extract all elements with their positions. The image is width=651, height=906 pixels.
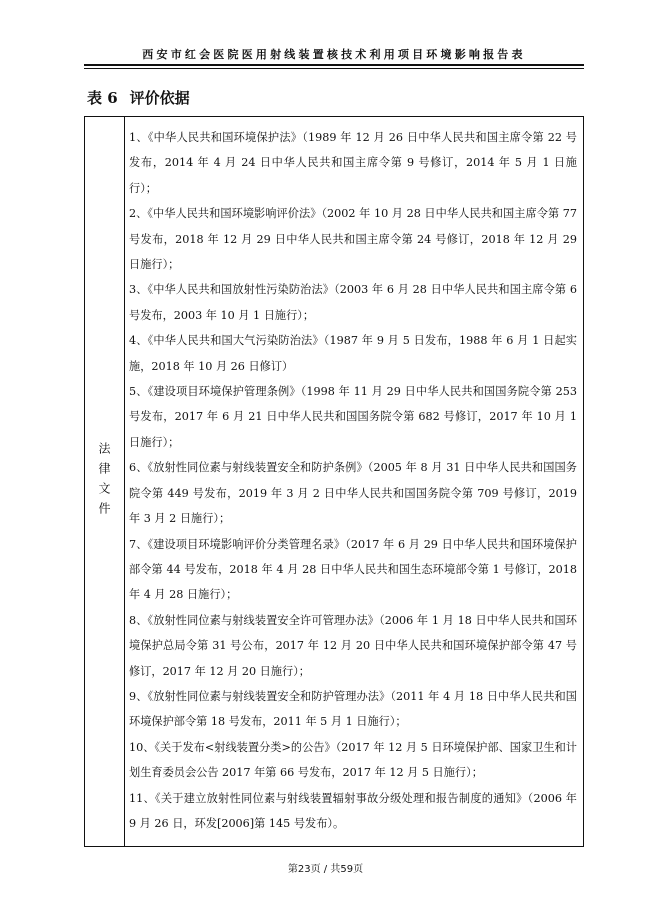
category-label: 法律文件	[97, 441, 111, 522]
regulation-item-1: 1、《中华人民共和国环境保护法》（1989 年 12 月 26 日中华人民共和国主席令第 22 号发布，2014 年 4 月 24 日中华人民共和国主席令第 9 号修订，2014 年 5 月 1 日施行）；	[129, 131, 577, 195]
column-divider	[124, 117, 125, 846]
header-rule	[84, 64, 584, 66]
table-number: 表 6	[87, 89, 118, 107]
regulation-item-9: 9、《放射性同位素与射线装置安全和防护管理办法》（2011 年 4 月 18 日中华人民共和国环境保护部令第 18 号发布，2011 年 5 月 1 日施行）；	[129, 689, 577, 729]
document-header-title: 西安市红会医院医用射线装置核技术利用项目环境影响报告表	[142, 48, 526, 61]
regulation-item-4: 4、《中华人民共和国大气污染防治法》（1987 年 9 月 5 日发布，1988 年 6 月 1 日起实施，2018 年 10 月 26 日修订）	[129, 334, 577, 373]
table-title	[87, 87, 190, 108]
regulation-item-6: 6、《放射性同位素与射线装置安全和防护条例》（2005 年 8 月 31 日中华人民共和国国务院令第 449 号发布，2019 年 3 月 2 日中华人民共和国国务院令第 709 号修订，2019 年 3 月 2 日施行）；	[129, 461, 577, 526]
regulation-item-8: 8、《放射性同位素与射线装置安全许可管理办法》（2006 年 1 月 18 日中华人民共和国环境保护总局令第 31 号公布，2017 年 12 月 20 日中华人民共和国环境保护部令第 47 号修订，2017 年 12 月 20 日施行）；	[129, 613, 577, 678]
evaluation-basis-table	[84, 116, 584, 847]
table-name: 评价依据	[129, 89, 190, 107]
header-rule-thin	[84, 68, 584, 69]
page-number: 第23页 / 共59页	[287, 864, 364, 875]
regulation-item-5: 5、《建设项目环境保护管理条例》（1998 年 11 月 29 日中华人民共和国国务院令第 253 号发布，2017 年 6 月 21 日中华人民共和国国务院令第 682 号修订，2017 年 10 月 1 日施行）；	[129, 385, 577, 449]
regulation-item-3: 3、《中华人民共和国放射性污染防治法》（2003 年 6 月 28 日中华人民共和国主席令第 6 号发布，2003 年 10 月 1 日施行）；	[129, 283, 577, 322]
regulation-list	[129, 125, 577, 836]
regulation-item-10: 10、《关于发布<射线装置分类>的公告》（2017 年 12 月 5 日环境保护部、国家卫生和计划生育委员会公告 2017 年第 66 号发布，2017 年 12 月 5 日施行）；	[129, 740, 577, 780]
regulation-item-11: 11、《关于建立放射性同位素与射线装置辐射事故分级处理和报告制度的通知》（2006 年 9 月 26 日，环发[2006]第 145 号发布）。	[129, 791, 577, 830]
regulation-item-7: 7、《建设项目环境影响评价分类管理名录》（2017 年 6 月 29 日中华人民共和国环境保护部令第 44 号发布，2018 年 4 月 28 日中华人民共和国生态环境部令第 1 号修订，2018 年 4 月 28 日施行）；	[129, 537, 577, 602]
category-label-cell	[85, 117, 124, 846]
regulation-item-2: 2、《中华人民共和国环境影响评价法》（2002 年 10 月 28 日中华人民共和国主席令第 77 号发布，2018 年 12 月 29 日中华人民共和国主席令第 24 号修订，2018 年 12 月 29 日施行）；	[129, 207, 577, 272]
